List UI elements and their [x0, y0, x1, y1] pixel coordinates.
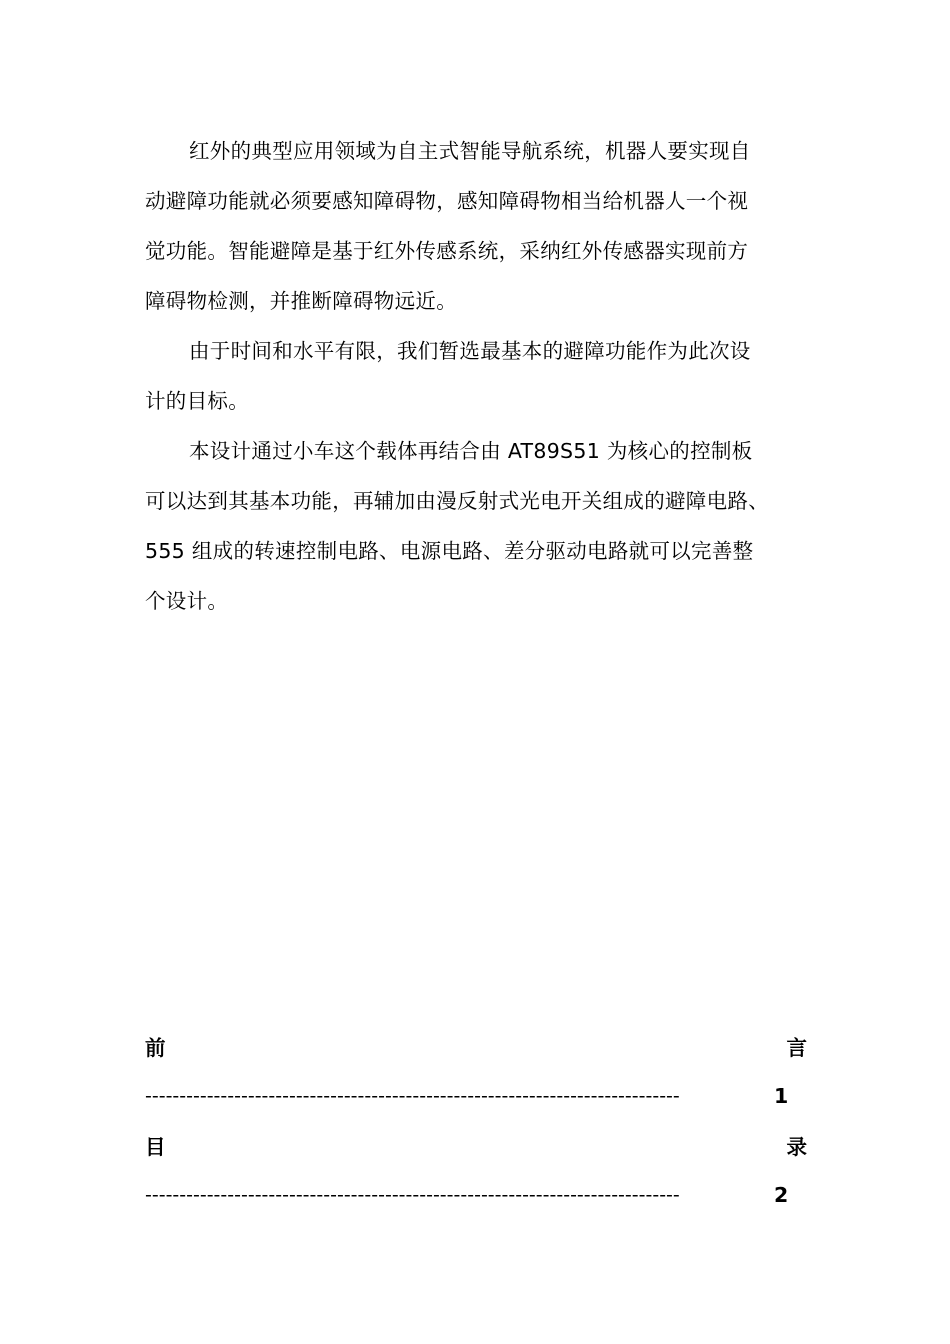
toc-title-left: 前: [145, 1036, 166, 1060]
toc-title-left: 目: [145, 1135, 166, 1159]
paragraph-line: 本设计通过小车这个载体再结合由 AT89S51 为核心的控制板: [189, 439, 753, 463]
toc-title-right: 言: [786, 1036, 807, 1060]
toc-entry-title-preface[interactable]: [145, 1033, 807, 1063]
paragraph-line: 由于时间和水平有限，我们暂选最基本的避障功能作为此次设: [189, 339, 751, 363]
toc-entry-title-contents[interactable]: [145, 1132, 807, 1162]
toc-title-right: 录: [786, 1135, 807, 1159]
toc-leader: ------------------------------------------------------------------------------: [145, 1085, 680, 1107]
toc-page-number: 1: [774, 1084, 789, 1108]
paragraph-line: 可以达到其基本功能，再辅加由漫反射式光电开关组成的避障电路、: [145, 489, 769, 513]
paragraph-line: 555 组成的转速控制电路、电源电路、差分驱动电路就可以完善整: [145, 539, 754, 563]
paragraph-line: 障碍物检测，并推断障碍物远近。: [145, 289, 457, 313]
toc-leader-contents: [145, 1180, 788, 1210]
paragraph-line: 计的目标。: [145, 389, 249, 413]
toc-leader: ------------------------------------------------------------------------------: [145, 1184, 680, 1206]
paragraph-line: 觉功能。智能避障是基于红外传感系统，采纳红外传感器实现前方: [145, 239, 749, 263]
toc-leader-preface: [145, 1081, 788, 1111]
toc-page-number: 2: [774, 1183, 789, 1207]
paragraph-line: 个设计。: [145, 589, 229, 613]
paragraph-line: 红外的典型应用领域为自主式智能导航系统，机器人要实现自: [189, 139, 751, 163]
paragraph-line: 动避障功能就必须要感知障碍物，感知障碍物相当给机器人一个视: [145, 189, 749, 213]
